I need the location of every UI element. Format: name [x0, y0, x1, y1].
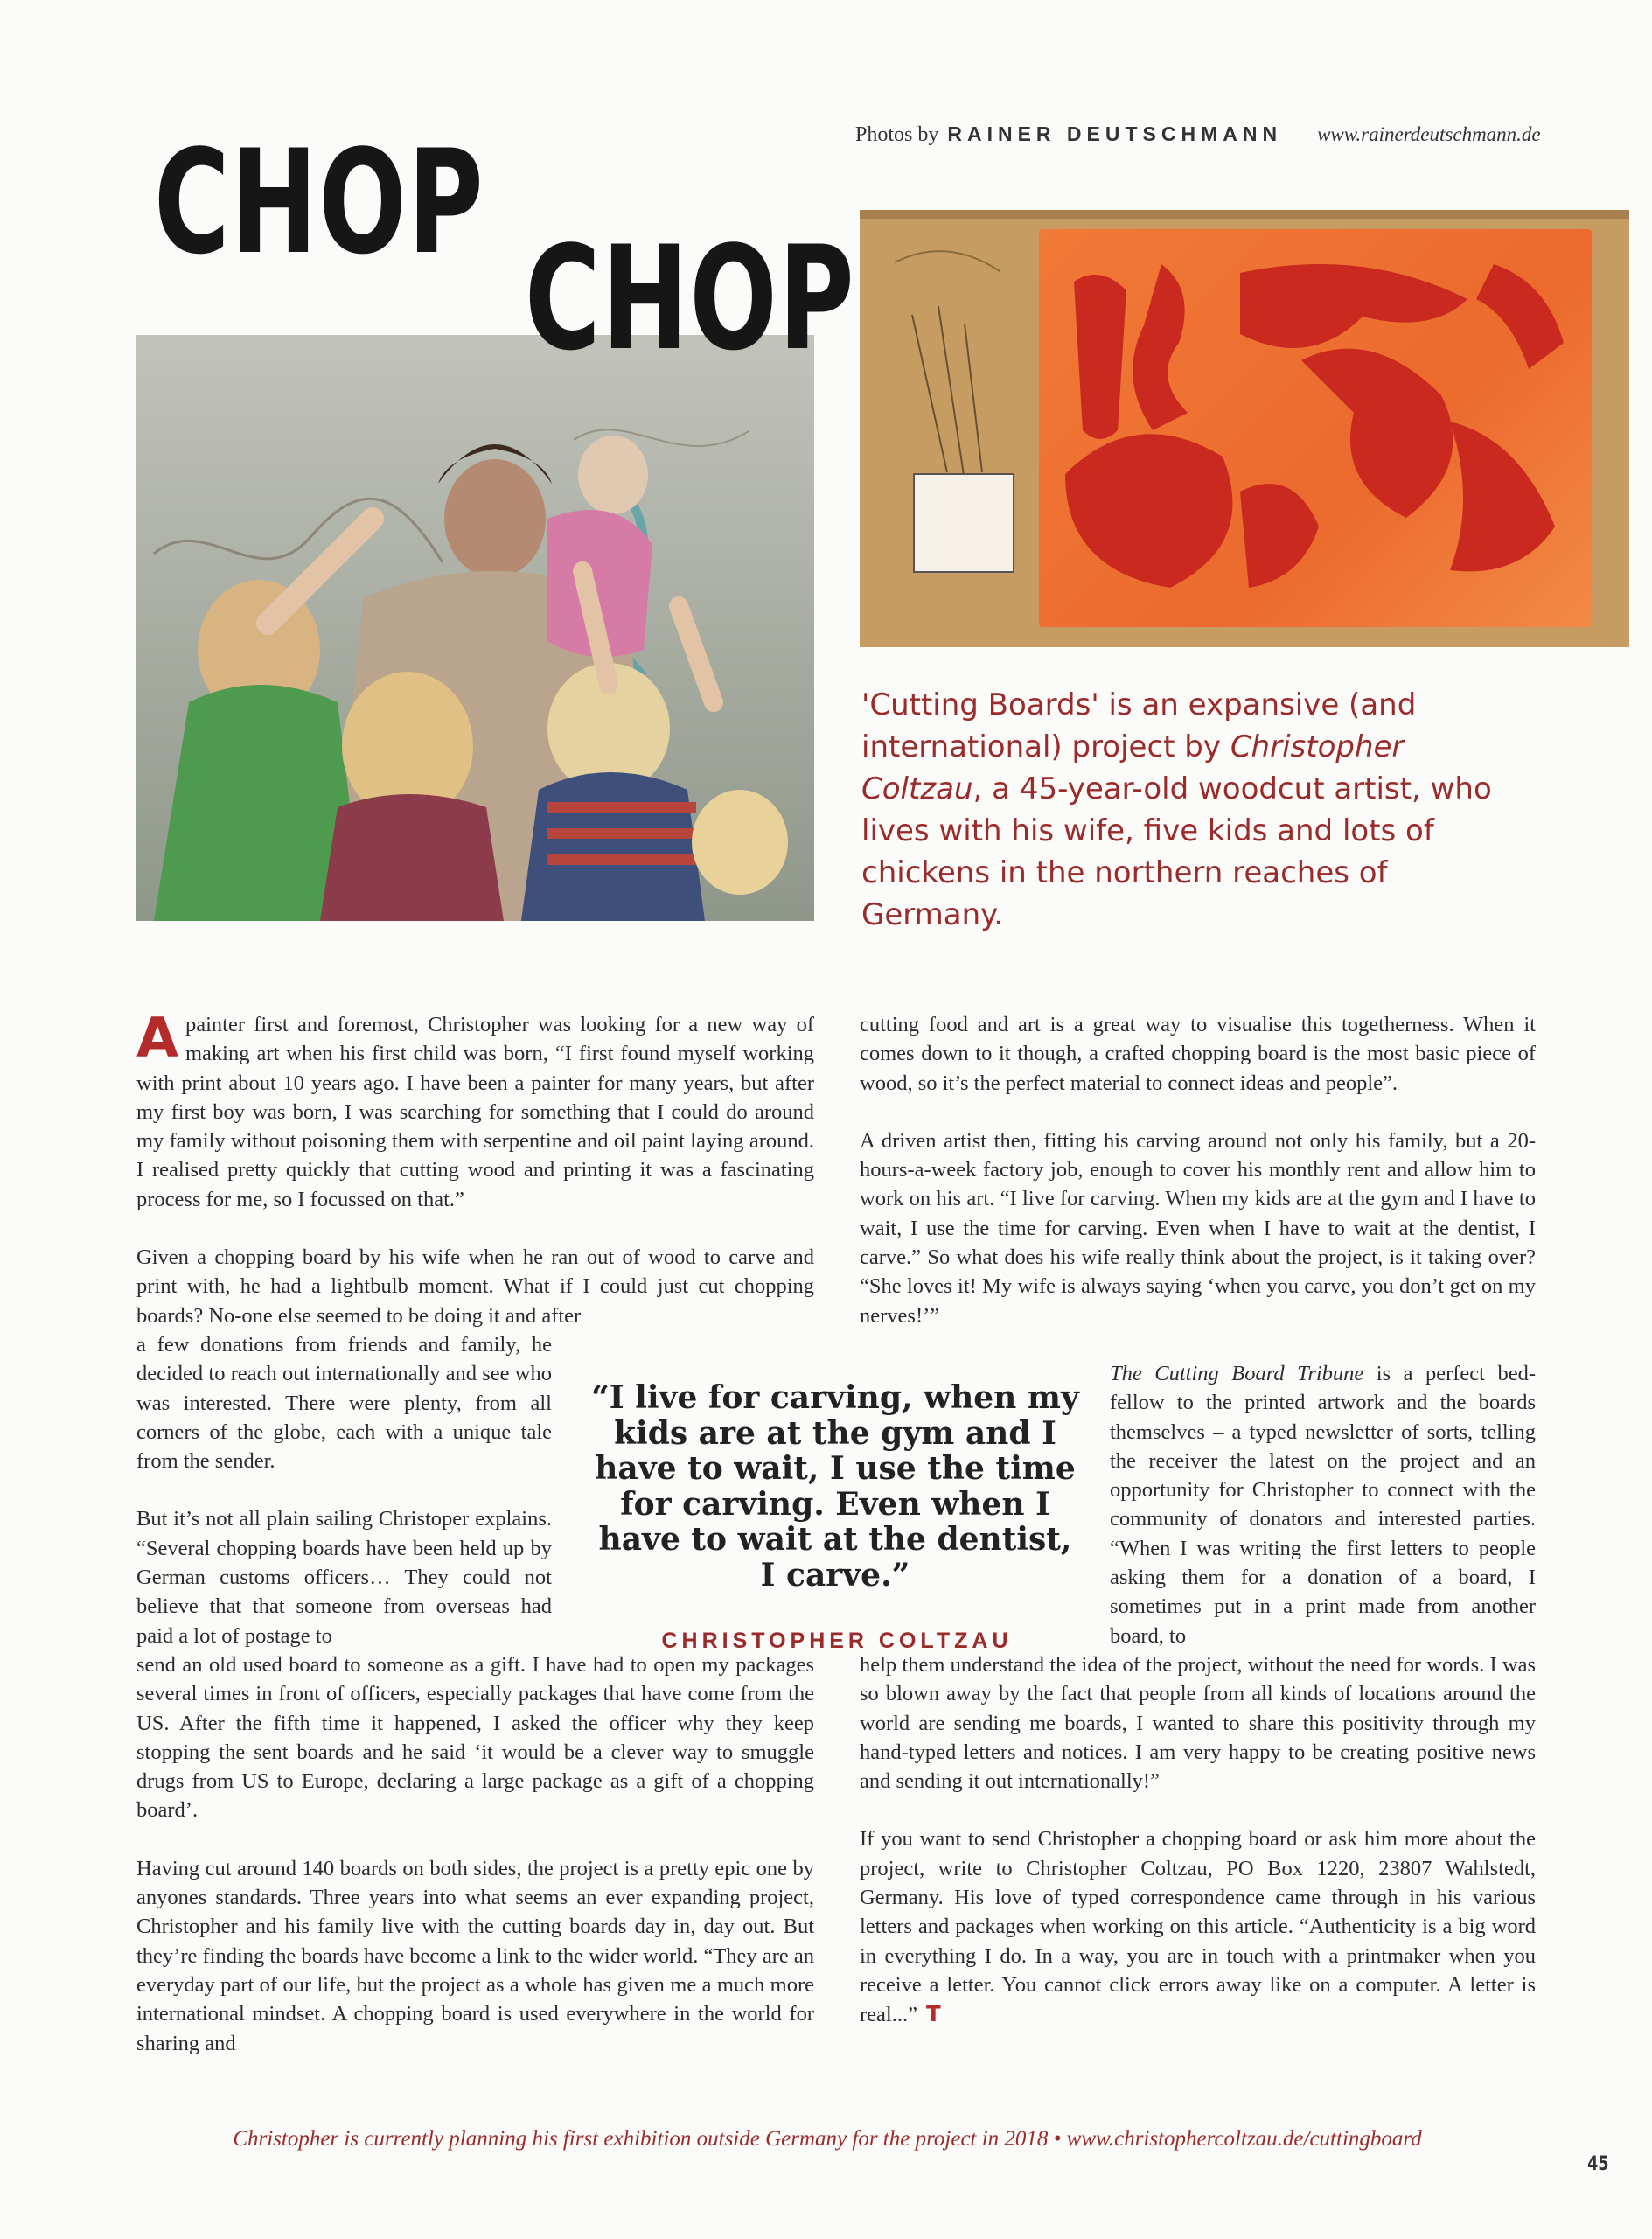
photo-credits — [855, 122, 1541, 147]
left-paragraph-1-text: painter first and foremost, Christopher was looking for a new way of making art when his first child was born, “I first found myself working with print about 10 years ago. I have been a painter for many years, but after my first boy was born, I was searching for something that I could do around my family without poisoning them with serpentine and oil paint laying around. I realised pretty quickly that cutting wood and printing it was a fascinating process for me, so I focussed on that.” — [136, 1013, 814, 1211]
family-photo — [136, 335, 814, 921]
right-paragraph-2: A driven artist then, fitting his carving around not only his family, but a 20-hours-a-week factory job, enough to cover his monthly rent and allow him to work on his art. “I live for carving. When my kids are at the gym and I have to wait, I use the time for carving. Even when I have to wait at the dentist, I carve.” So what does his wife really think about the project, is it taking over? “She loves it! My wife is always saying ‘when you carve, you don’t get on my nerves!’” — [860, 1128, 1536, 1328]
pull-quote: “I live for carving, when my kids are at the gym and I have to wait, I use the time for carving. Even when I have to wait at the dentist, I carve.” — [591, 1379, 1079, 1594]
right-paragraph-3a-text: is a perfect bed-fellow to the printed artwork and the boards themselves – a typed newsletter of sorts, telling the receiver the latest on the project and an opportunity for Christopher to connect with the community of donators and interested parties. “When I was writing the first letters to people asking them for a donation of a board, I sometimes put in a print made from another board, to — [1110, 1361, 1537, 1648]
right-paragraph-4-text: If you want to send Christopher a chopping board or ask him more about the project, write to Christopher Coltzau, PO Box 1220, 23807 Wahlstedt, Germany. His love of typed correspondence came through in his various letters and packages when working on this article. “Authenticity is a big word in everything I do. In a way, you are in touch with a printmaker when you receive a letter. You cannot click errors away like on a computer. A letter is real...” — [860, 1827, 1536, 2027]
right-paragraph-1: cutting food and art is a great way to visualise this togetherness. When it comes down to it though, a crafted chopping board is the most basic piece of wood, so it’s the perfect material to connect ideas and people”. — [860, 1013, 1536, 1095]
left-paragraph-2b: a few donations from friends and family, he decided to reach out internationally and see who was interested. There were plenty, from all corners of the globe, each with a unique tale from the sender. — [136, 1332, 552, 1474]
woodcut-artwork — [1039, 229, 1592, 627]
intro-part-1: 'Cutting Boards' is an expansive (and international) project by — [861, 687, 1417, 764]
footer-note: Christopher is currently planning his first exhibition outside Germany for the project in 2018 • www.christophercoltzau.de/cuttingboard — [233, 2127, 1422, 2151]
right-paragraph-3a — [1110, 1359, 1536, 1650]
intro-artist-name: Christopher Coltzau — [861, 729, 1405, 806]
woodcut-print — [860, 210, 1629, 647]
left-paragraph-2a: Given a chopping board by his wife when he ran out of wood to carve and print with, he had a lightbulb moment. What if I could just cut chopping boards? No-one else seemed to be doing it and after — [136, 1245, 814, 1328]
left-paragraph-4: Having cut around 140 boards on both sides, the project is a pretty epic one by anyones standards. Three years into what seems an ever expanding project, Christopher and his family live with the cutting boards day in, day out. But they’re finding the boards have become a link to the wider world. “They are an everyday part of our life, but the project as a whole has given me a much more international mindset. A chopping board is used everywhere in the world for sharing and — [136, 1856, 814, 2055]
tribune-title: The Cutting Board Tribune — [1110, 1361, 1364, 1385]
drop-cap: A — [136, 1006, 178, 1070]
page-number: 45 — [1587, 2153, 1609, 2175]
photographer-name: RAINER DEUTSCHMANN — [947, 122, 1283, 145]
title-word-2: CHOP — [525, 215, 856, 382]
title-word-1: CHOP — [154, 119, 485, 286]
left-paragraph-3b: send an old used board to someone as a gift. I have had to open my packages several times in front of officers, especially packages that have come from the US. After the fifth time it happened, I asked the officer why they keep stopping the sent boards and he said ‘it would be a clever way to smuggle drugs from US to Europe, declaring a large package as a gift of a chopping board’. — [136, 1652, 814, 1823]
right-paragraph-4 — [860, 1824, 1536, 2029]
intro-part-2: , a 45-year-old woodcut artist, who lives with his wife, five kids and lots of chickens in the northern reaches of Germany. — [861, 771, 1492, 932]
left-paragraph-3a: But it’s not all plain sailing Christoper explains. “Several chopping boards have been held up by German customs officers… They could not believe that that someone from overseas had paid a lot of postage to — [136, 1507, 552, 1648]
credits-prefix: Photos by — [855, 123, 939, 146]
pull-quote-author: CHRISTOPHER COLTZAU — [661, 1629, 1013, 1653]
postal-label — [913, 473, 1014, 573]
woodcut-glyphs — [1039, 229, 1592, 627]
family-photo-image — [136, 335, 814, 921]
intro-standfirst — [861, 684, 1509, 936]
right-paragraph-3b: help them understand the idea of the project, without the need for words. I was so blown away by the fact that people from all kinds of locations around the world are sending me boards, I wanted to share this positivity through my hand-typed letters and notices. I am very happy to be creating positive news and sending it out internationally!” — [860, 1652, 1536, 1794]
photographer-url[interactable]: www.rainerdeutschmann.de — [1317, 123, 1541, 145]
end-mark: T — [925, 2001, 941, 2027]
left-paragraph-1 — [136, 1006, 814, 1214]
